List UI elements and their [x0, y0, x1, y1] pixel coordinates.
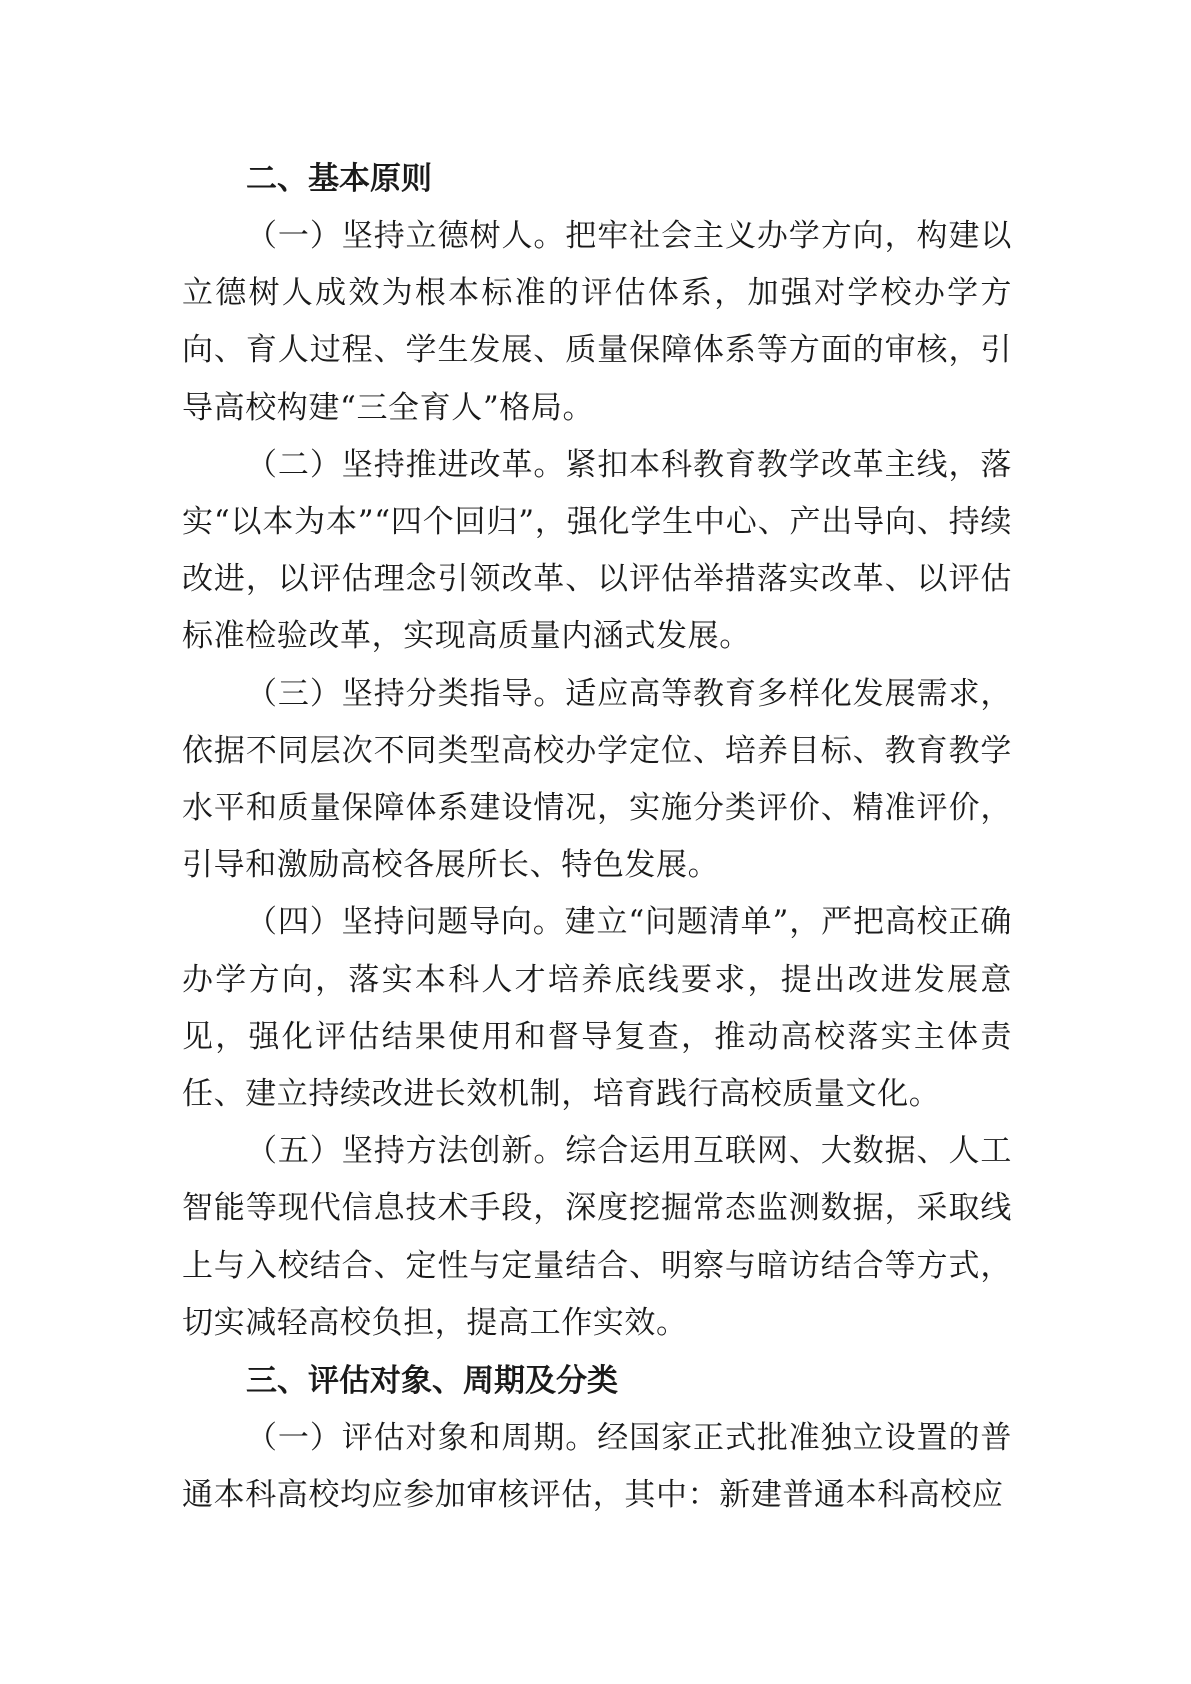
paragraph-principle-2: （二）坚持推进改革。紧扣本科教育教学改革主线，落实“以本为本”“四个回归”，强化学生中心、产出导向、持续改进，以评估理念引领改革、以评估举措落实改革、以评估标准检验改革，实现高质量内涵式发展。: [182, 446, 1012, 655]
section-heading-evaluation-objects: 三、评估对象、周期及分类: [246, 1363, 618, 1400]
section-heading-principles: 二、基本原则: [246, 161, 432, 197]
paragraph-principle-1: （一）坚持立德树人。把牢社会主义办学方向，构建以立德树人成效为根本标准的评估体系，加强对学校办学方向、育人过程、学生发展、质量保障体系等方面的审核，引导高校构建“三全育人”格局。: [182, 218, 1012, 426]
paragraph-evaluation-1: （一）评估对象和周期。经国家正式批准独立设置的普通本科高校均应参加审核评估，其中：新建普通本科高校应: [182, 1420, 1012, 1514]
document-page: [182, 150, 1012, 1524]
paragraph-principle-4: （四）坚持问题导向。建立“问题清单”，严把高校正确办学方向，落实本科人才培养底线要求，提出改进发展意见，强化评估结果使用和督导复查，推动高校落实主体责任、建立持续改进长效机制，培育践行高校质量文化。: [182, 904, 1012, 1113]
paragraph-principle-3: （三）坚持分类指导。适应高等教育多样化发展需求，依据不同层次不同类型高校办学定位、培养目标、教育教学水平和质量保障体系建设情况，实施分类评价、精准评价，引导和激励高校各展所长、特色发展。: [182, 675, 1012, 884]
paragraph-principle-5: （五）坚持方法创新。综合运用互联网、大数据、人工智能等现代信息技术手段，深度挖掘常态监测数据，采取线上与入校结合、定性与定量结合、明察与暗访结合等方式，切实减轻高校负担，提高工作实效。: [182, 1133, 1012, 1341]
